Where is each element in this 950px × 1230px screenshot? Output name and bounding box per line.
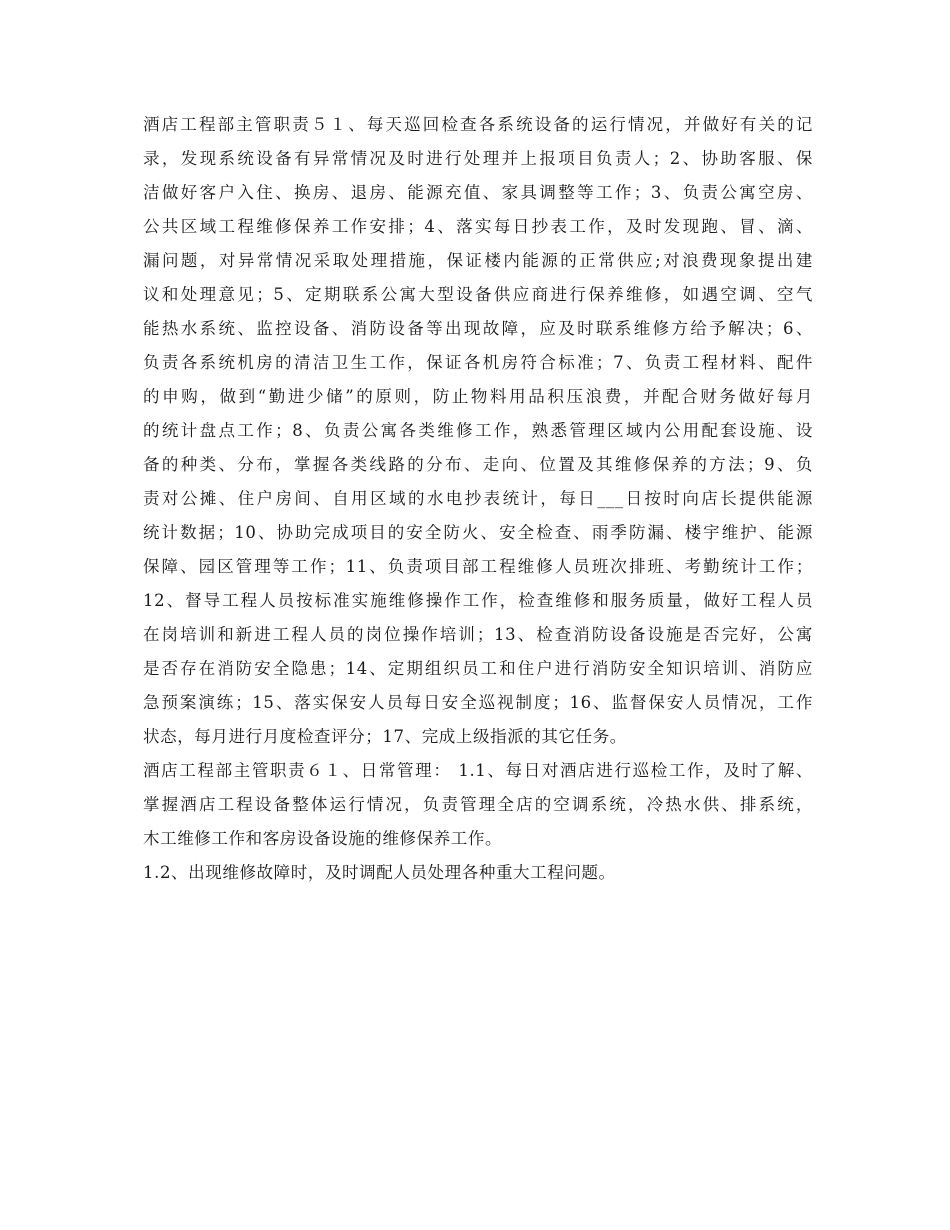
text-line: 公共区域工程维修保养工作安排；4、落实每日抄表工作，及时发现跑、冒、滴、 xyxy=(143,217,813,236)
text-line: 的统计盘点工作；8、负责公寓各类维修工作，熟悉管理区域内公用配套设施、设 xyxy=(143,421,813,440)
text-line: 是否存在消防安全隐患；14、定期组织员工和住户进行消防安全知识培训、消防应 xyxy=(143,659,813,678)
text-line: 能热水系统、监控设备、消防设备等出现故障，应及时联系维修方给予解决；6、 xyxy=(143,319,813,338)
text-line: 掌握酒店工程设备整体运行情况，负责管理全店的空调系统，冷热水供、排系统， xyxy=(143,795,813,814)
text-line: 状态，每月进行月度检查评分；17、完成上级指派的其它任务。 xyxy=(143,727,627,746)
text-line: 12、督导工程人员按标准实施维修操作工作，检查维修和服务质量，做好工程人员 xyxy=(143,591,813,610)
text-line: 洁做好客户入住、换房、退房、能源充值、家具调整等工作；3、负责公寓空房、 xyxy=(143,183,813,202)
text-line: 负责各系统机房的清洁卫生工作，保证各机房符合标准；7、负责工程材料、配件 xyxy=(143,353,813,372)
text-line: 保障、园区管理等工作；11、负责项目部工程维修人员班次排班、考勤统计工作； xyxy=(143,557,813,576)
text-line: 木工维修工作和客房设备设施的维修保养工作。 xyxy=(143,829,503,848)
text-line: 统计数据；10、协助完成项目的安全防火、安全检查、雨季防漏、楼宇维护、能源 xyxy=(143,523,813,542)
text-line: 的申购，做到“勤进少储”的原则，防止物料用品积压浪费，并配合财务做好每月 xyxy=(143,387,813,406)
document-body xyxy=(143,108,813,890)
text-line: 议和处理意见；5、定期联系公寓大型设备供应商进行保养维修，如遇空调、空气 xyxy=(143,285,813,304)
text-line: 酒店工程部主管职责５１、每天巡回检查各系统设备的运行情况，并做好有关的记 xyxy=(143,115,813,134)
text-line: 酒店工程部主管职责６１、日常管理： 1.1、每日对酒店进行巡检工作，及时了解、 xyxy=(143,761,813,780)
text-line: 急预案演练；15、落实保安人员每日安全巡视制度；16、监督保安人员情况，工作 xyxy=(143,693,813,712)
text-line: 漏问题，对异常情况采取处理措施，保证楼内能源的正常供应;对浪费现象提出建 xyxy=(143,251,813,270)
text-line: 责对公摊、住户房间、自用区域的水电抄表统计，每日___日按时向店长提供能源 xyxy=(143,489,813,508)
text-line: 在岗培训和新进工程人员的岗位操作培训；13、检查消防设备设施是否完好，公寓 xyxy=(143,625,813,644)
text-line: 备的种类、分布，掌握各类线路的分布、走向、位置及其维修保养的方法；9、负 xyxy=(143,455,813,474)
text-line: 1.2、出现维修故障时，及时调配人员处理各种重大工程问题。 xyxy=(143,863,616,882)
text-line: 录，发现系统设备有异常情况及时进行处理并上报项目负责人；2、协助客服、保 xyxy=(143,149,813,168)
